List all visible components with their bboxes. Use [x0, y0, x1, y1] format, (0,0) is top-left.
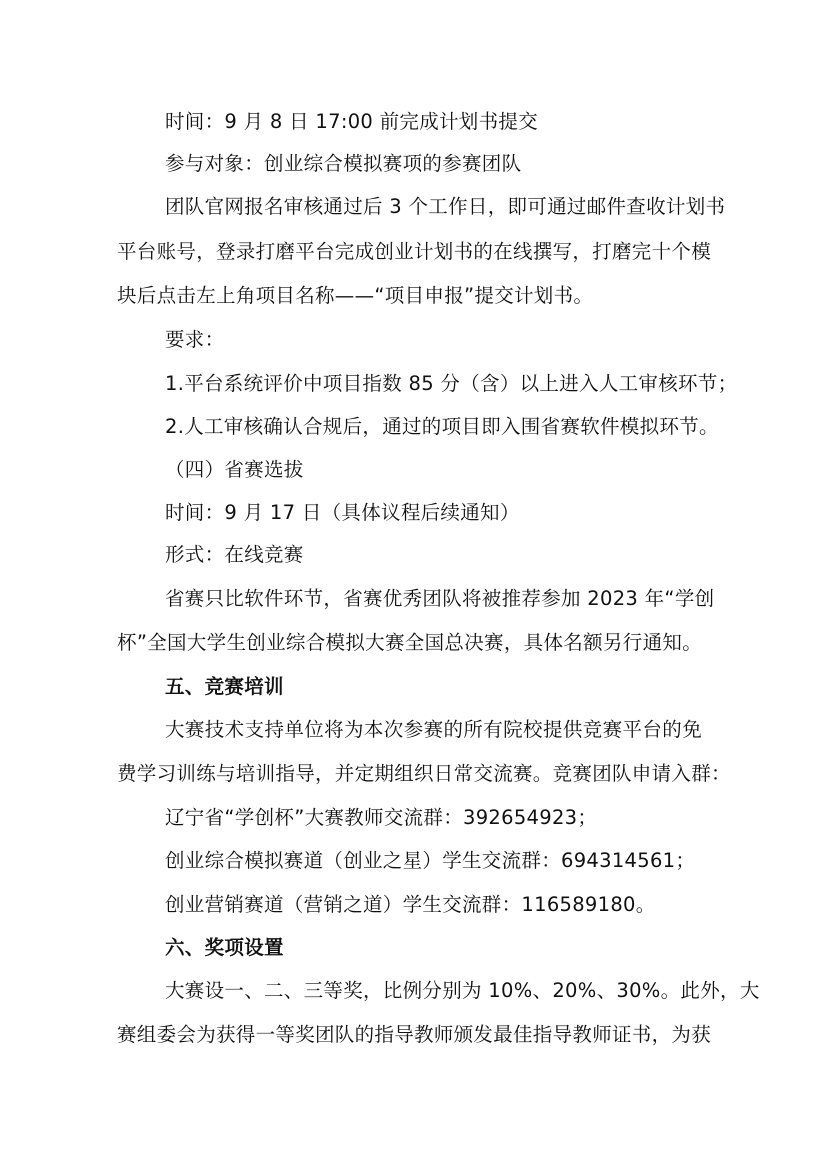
text-line: 要求： — [165, 328, 225, 351]
text-line: 费学习训练与培训指导，并定期组织日常交流赛。竞赛团队申请入群： — [117, 762, 731, 785]
text-line: 参与对象：创业综合模拟赛项的参赛团队 — [165, 152, 522, 175]
text-line: 杯”全国大学生创业综合模拟大赛全国总决赛，具体名额另行通知。 — [117, 631, 702, 654]
section-subheading: （四）省赛选拔 — [165, 458, 304, 481]
text-line: 块后点击左上角项目名称——“项目申报”提交计划书。 — [117, 284, 594, 307]
paragraph-line — [165, 716, 702, 744]
text-line: 创业综合模拟赛道（创业之星）学生交流群：694314561； — [165, 849, 696, 872]
text-line: 平台账号，登录打磨平台完成创业计划书的在线撰写，打磨完十个模 — [117, 240, 712, 263]
text-line: 省赛只比软件环节，省赛优秀团队将被推荐参加 2023 年“学创 — [165, 587, 715, 610]
paragraph-line — [165, 977, 760, 1005]
paragraph-line — [165, 585, 715, 613]
text-line: 团队官网报名审核通过后 3 个工作日，即可通过邮件查收计划书 — [165, 195, 726, 218]
text-line: 形式：在线竞赛 — [165, 543, 304, 566]
text-line: 时间：9 月 17 日（具体议程后续通知） — [165, 501, 520, 524]
text-line: 时间：9 月 8 日 17:00 前完成计划书提交 — [165, 110, 539, 133]
text-line: 大赛技术支持单位将为本次参赛的所有院校提供竞赛平台的免 — [165, 718, 702, 741]
text-line: 赛组委会为获得一等奖团队的指导教师颁发最佳指导教师证书，为获 — [117, 1023, 712, 1046]
text-line: 辽宁省“学创杯”大赛教师交流群：392654923； — [165, 806, 598, 829]
text-line: 2.人工审核确认合规后，通过的项目即入围省赛软件模拟环节。 — [165, 415, 719, 438]
text-line: 创业营销赛道（营销之道）学生交流群：116589180。 — [165, 893, 656, 916]
section-heading: 五、竞赛培训 — [165, 675, 284, 698]
section-heading: 六、奖项设置 — [165, 936, 284, 959]
paragraph-line — [165, 193, 726, 221]
text-line: 大赛设一、二、三等奖，比例分别为 10%、20%、30%。此外，大 — [165, 979, 760, 1002]
text-line: 1.平台系统评价中项目指数 85 分（含）以上进入人工审核环节； — [165, 372, 738, 395]
